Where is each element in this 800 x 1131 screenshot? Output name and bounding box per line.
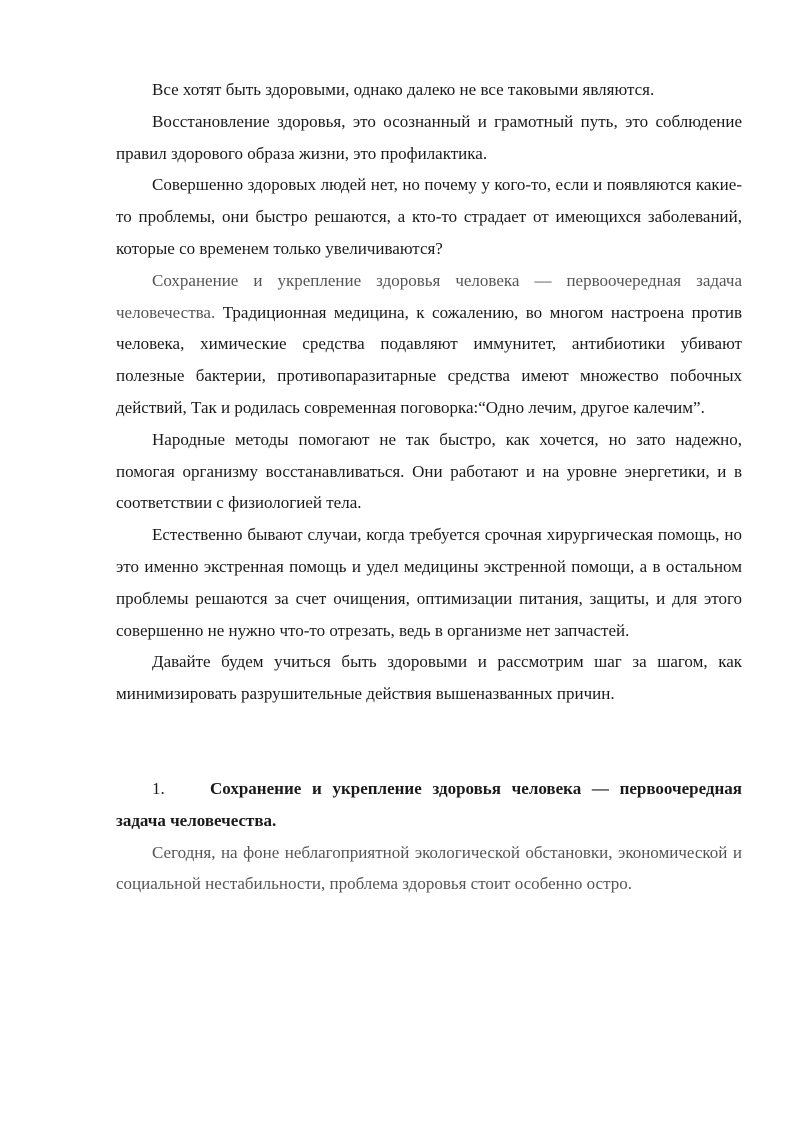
paragraph-traditional-medicine [116, 265, 742, 424]
paragraph-folk-methods: Народные методы помогают не так быстро, как хочется, но зато надежно, помогая организму восстанавливаться. Они работают и на уровне энергетики, и в соответствии с физиологией тела. [116, 429, 742, 513]
paragraph-healthy-people: Совершенно здоровых людей нет, но почему у кого-то, если и появляются какие-то проблемы, они быстро решаются, а кто-то страдает от имеющихся заболеваний, которые со временем только увеличиваются? [116, 175, 742, 258]
section-spacer [116, 710, 742, 773]
paragraph-traditional-medicine-text: Традиционная медицина, к сожалению, во многом настроена против человека, химические средства подавляют иммунитет, антибиотики убивают полезные бактерии, противопаразитарные средства имеют множество побочных действий, Так и родилась современная поговорка:“Одно лечим, другое калечим”. [116, 302, 742, 417]
highlighted-phrase: Сохранение и укрепление здоровья человека — первоочередная задача человечества. [116, 270, 742, 322]
paragraph-intro: Все хотят быть здоровыми, однако далеко не все таковыми являются. [152, 80, 655, 99]
section-heading: 1. Сохранение и укрепление здоровья человека — первоочередная задача человечества. [116, 778, 742, 830]
section-body: Сегодня, на фоне неблагоприятной экологической обстановки, экономической и социальной нестабильности, проблема здоровья стоит особенно остро. [116, 842, 742, 894]
paragraph-surgery: Естественно бывают случаи, когда требуется срочная хирургическая помощь, но это именно экстренная помощь и удел медицины экстренной помощи, а в остальном проблемы решаются за счет очищения, оптимизации питания, защиты, и для этого совершенно не нужно что-то отрезать, ведь в организме нет запчастей. [116, 525, 742, 640]
paragraph-restoration: Восстановление здоровья, это осознанный и грамотный путь, это соблюдение правил здорового образа жизни, это профилактика. [116, 111, 742, 163]
paragraph-call-to-action: Давайте будем учиться быть здоровыми и рассмотрим шаг за шагом, как минимизировать разрушительные действия вышеназванных причин. [116, 652, 742, 704]
section-title: Сохранение и укрепление здоровья человека — первоочередная задача человечества. [116, 778, 742, 830]
document-body [116, 74, 742, 900]
